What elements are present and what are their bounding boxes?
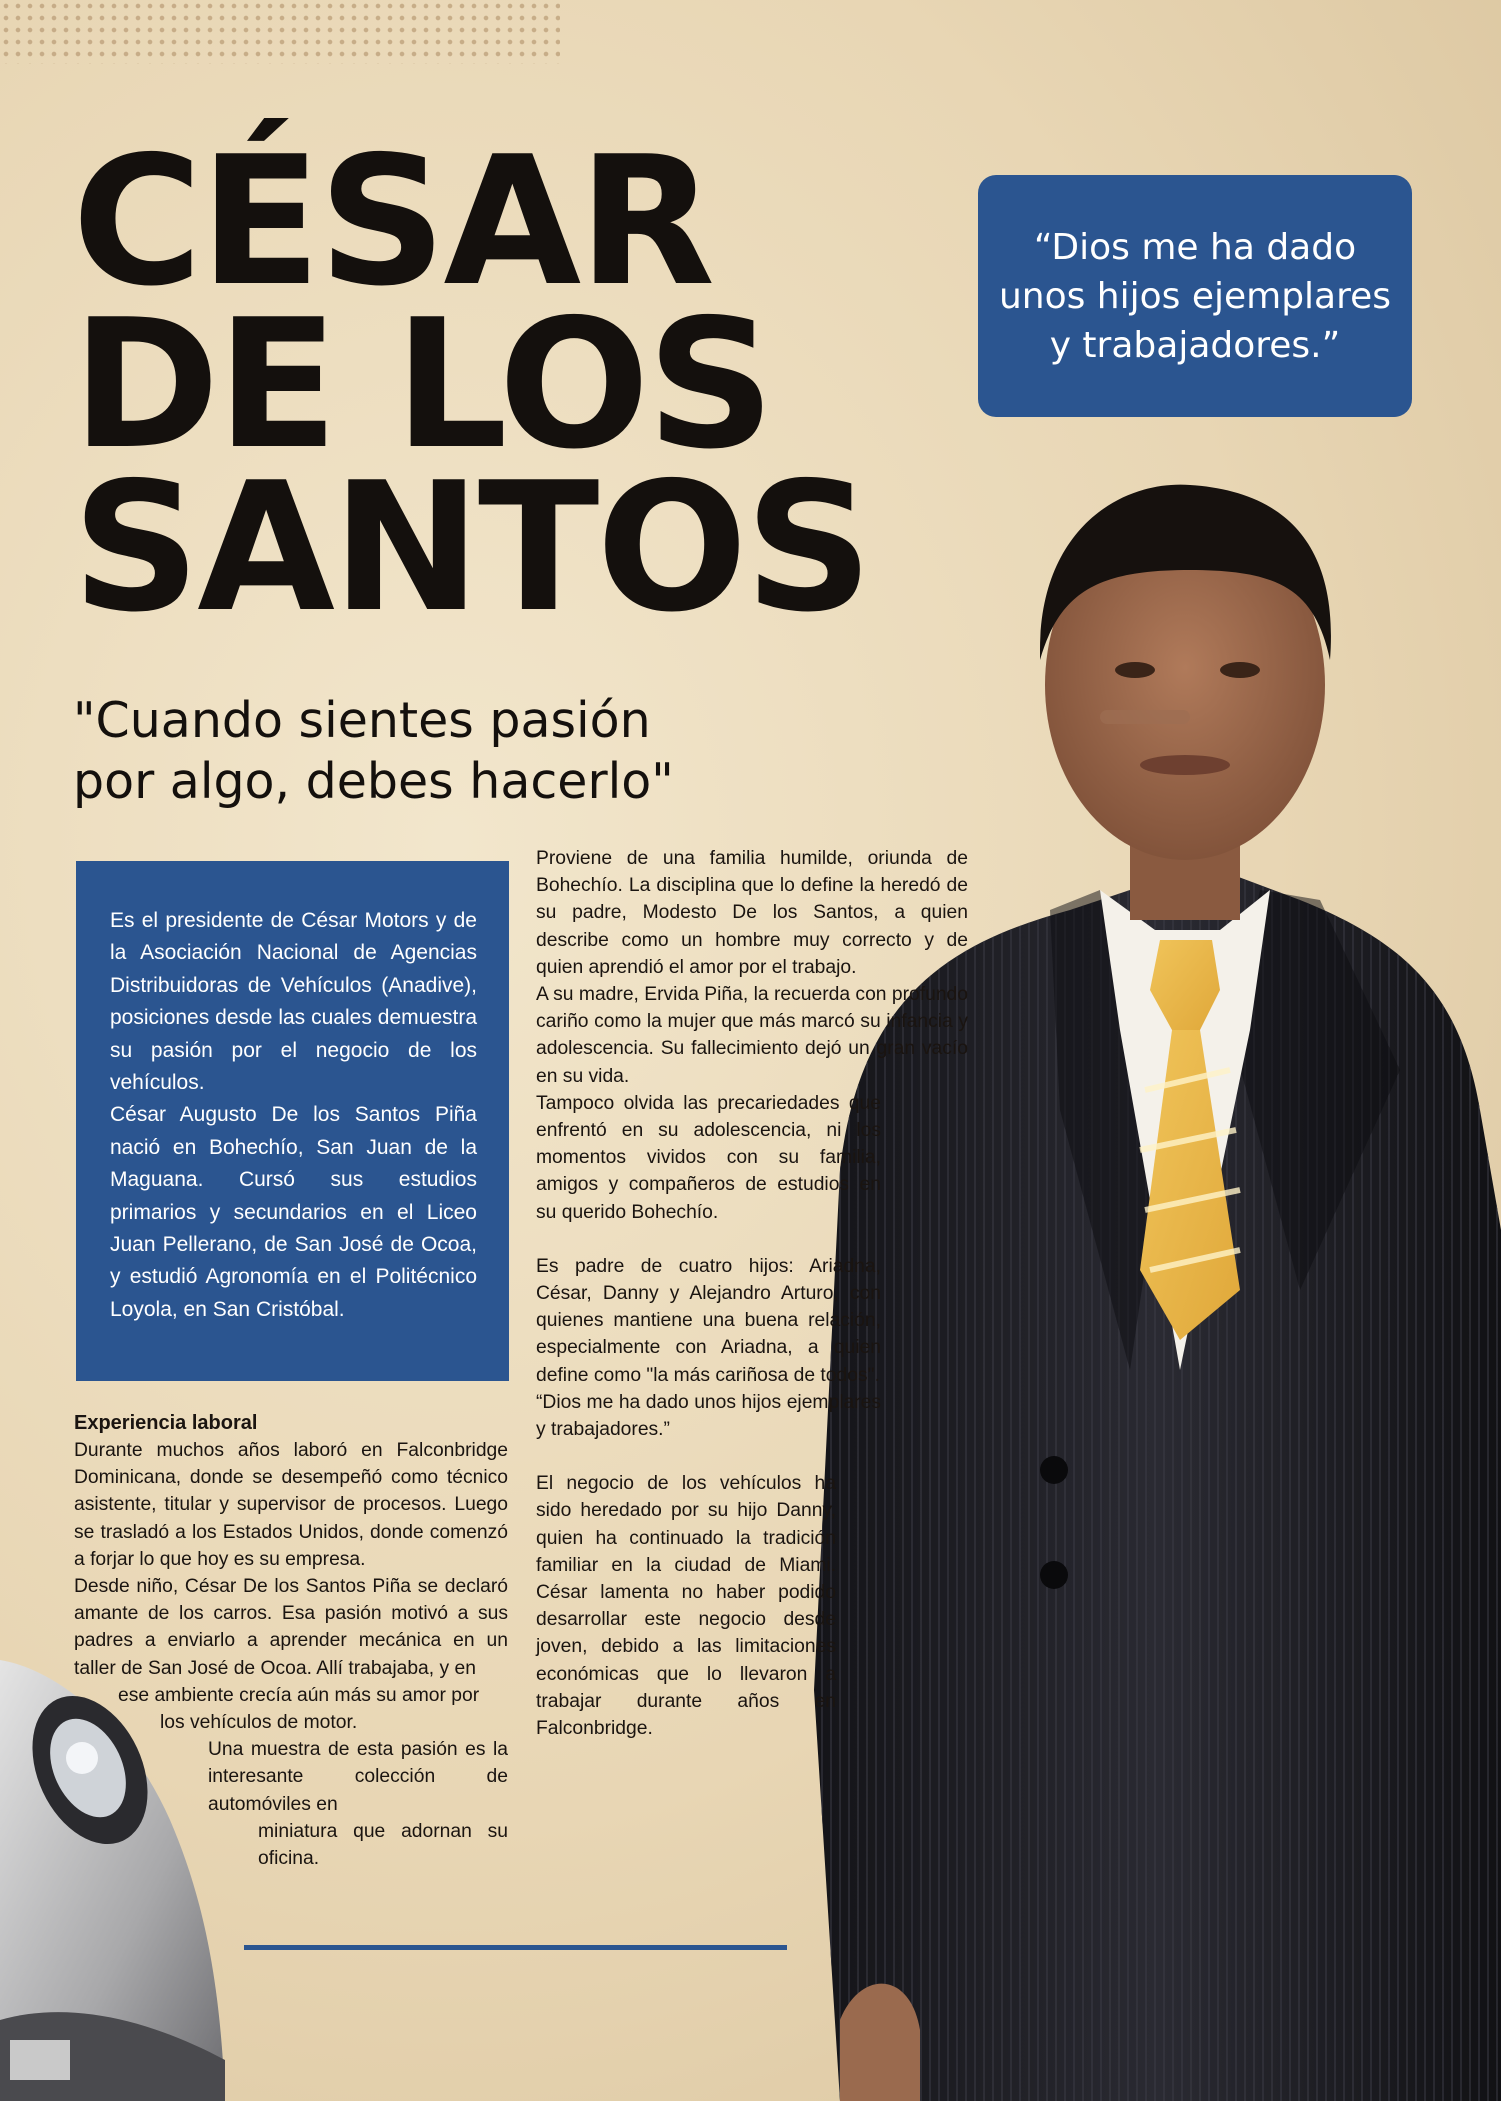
body-paragraph: El negocio de los vehículos ha sido heredado por su hijo Danny, quien ha continuado la tradición familiar en la ciudad de Miami. César lamenta no haber podido desarrollar este negocio desde joven, debido a las limitaciones económicas que lo llevaron a trabajar durante años en Falconbridge.	[536, 1473, 836, 1740]
intro-paragraph: Es el presidente de César Motors y de la Asociación Nacional de Agencias Distribuidoras de Vehículos (Anadive), posiciones desde las cuales demuestra su pasión por el negocio de los vehículos.	[110, 909, 477, 1095]
body-paragraph: Proviene de una familia humilde, oriunda de Bohechío. La disciplina que lo define la heredó de su padre, Modesto De los Santos, a quien describe como un hombre muy correcto y de quien aprendió el amor por el trabajo.	[536, 848, 968, 978]
page-subtitle	[73, 690, 693, 812]
body-paragraph: Desde niño, César De los Santos Piña se declaró amante de los carros. Esa pasión motivó a sus padres a enviarlo a aprender mecánica en un taller de San José de Ocoa. Allí trabajaba, y en	[74, 1576, 508, 1679]
subtitle-line: "Cuando sientes pasión	[73, 692, 651, 749]
intro-box	[76, 861, 509, 1381]
title-line: DE LOS	[72, 281, 772, 488]
experience-heading: Experiencia laboral	[74, 1412, 258, 1434]
pull-quote-line: “Dios me ha dado	[1033, 226, 1357, 268]
title-line: SANTOS	[72, 444, 870, 651]
paragraph-spacer	[536, 1226, 968, 1253]
experience-column	[74, 1437, 508, 1872]
pull-quote-text	[999, 223, 1391, 370]
body-paragraph: los vehículos de motor.	[160, 1712, 358, 1734]
body-paragraph: Es padre de cuatro hijos: Ariadna, César, Danny y Alejandro Arturo, con quienes mantiene una buena relación, especialmente con Ariadna, a quien define como "la más cariñosa de todos".	[536, 1255, 881, 1386]
intro-paragraph: César Augusto De los Santos Piña nació en Bohechío, San Juan de la Maguana. Cursó sus estudios primarios y secundarios en el Liceo Juan Pellerano, de San José de Ocoa, y estudió Agronomía en el Politécnico Loyola, en San Cristóbal.	[110, 1103, 477, 1321]
dot-pattern-decoration	[0, 0, 560, 64]
title-line: CÉSAR	[72, 118, 713, 325]
body-paragraph: miniatura que adornan su oficina.	[258, 1820, 508, 1870]
divider-rule	[244, 1945, 787, 1950]
body-paragraph: A su madre, Ervida Piña, la recuerda con profundo cariño como la mujer que más marcó su infancia y adolescencia. Su fallecimiento dejó un gran vacío en su vida.	[536, 984, 968, 1087]
body-paragraph: Una muestra de esta pasión es la interesante colección de automóviles en	[208, 1739, 508, 1815]
middle-column	[536, 845, 968, 1742]
pull-quote-line: unos hijos ejemplares	[998, 275, 1392, 317]
pull-quote-line: y trabajadores.”	[1049, 324, 1341, 366]
body-paragraph: Durante muchos años laboró en Falconbridge Dominicana, donde se desempeñó como técnico asistente, titular y supervisor de procesos. Luego se trasladó a los Estados Unidos, donde comenzó a forjar lo que hoy es su empresa.	[74, 1440, 508, 1570]
page-title	[72, 118, 870, 651]
body-paragraph: Tampoco olvida las precariedades que enfrentó en su adolescencia, ni los momentos vividos con su familia, amigos y compañeros de estudios en su querido Bohechío.	[536, 1092, 881, 1223]
body-paragraph: ese ambiente crecía aún más su amor por	[118, 1684, 480, 1706]
subtitle-line: por algo, debes hacerlo"	[73, 753, 674, 810]
body-paragraph: “Dios me ha dado unos hijos ejemplares y trabajadores.”	[536, 1391, 881, 1441]
paragraph-spacer	[536, 1443, 968, 1470]
pull-quote-box	[978, 175, 1412, 417]
